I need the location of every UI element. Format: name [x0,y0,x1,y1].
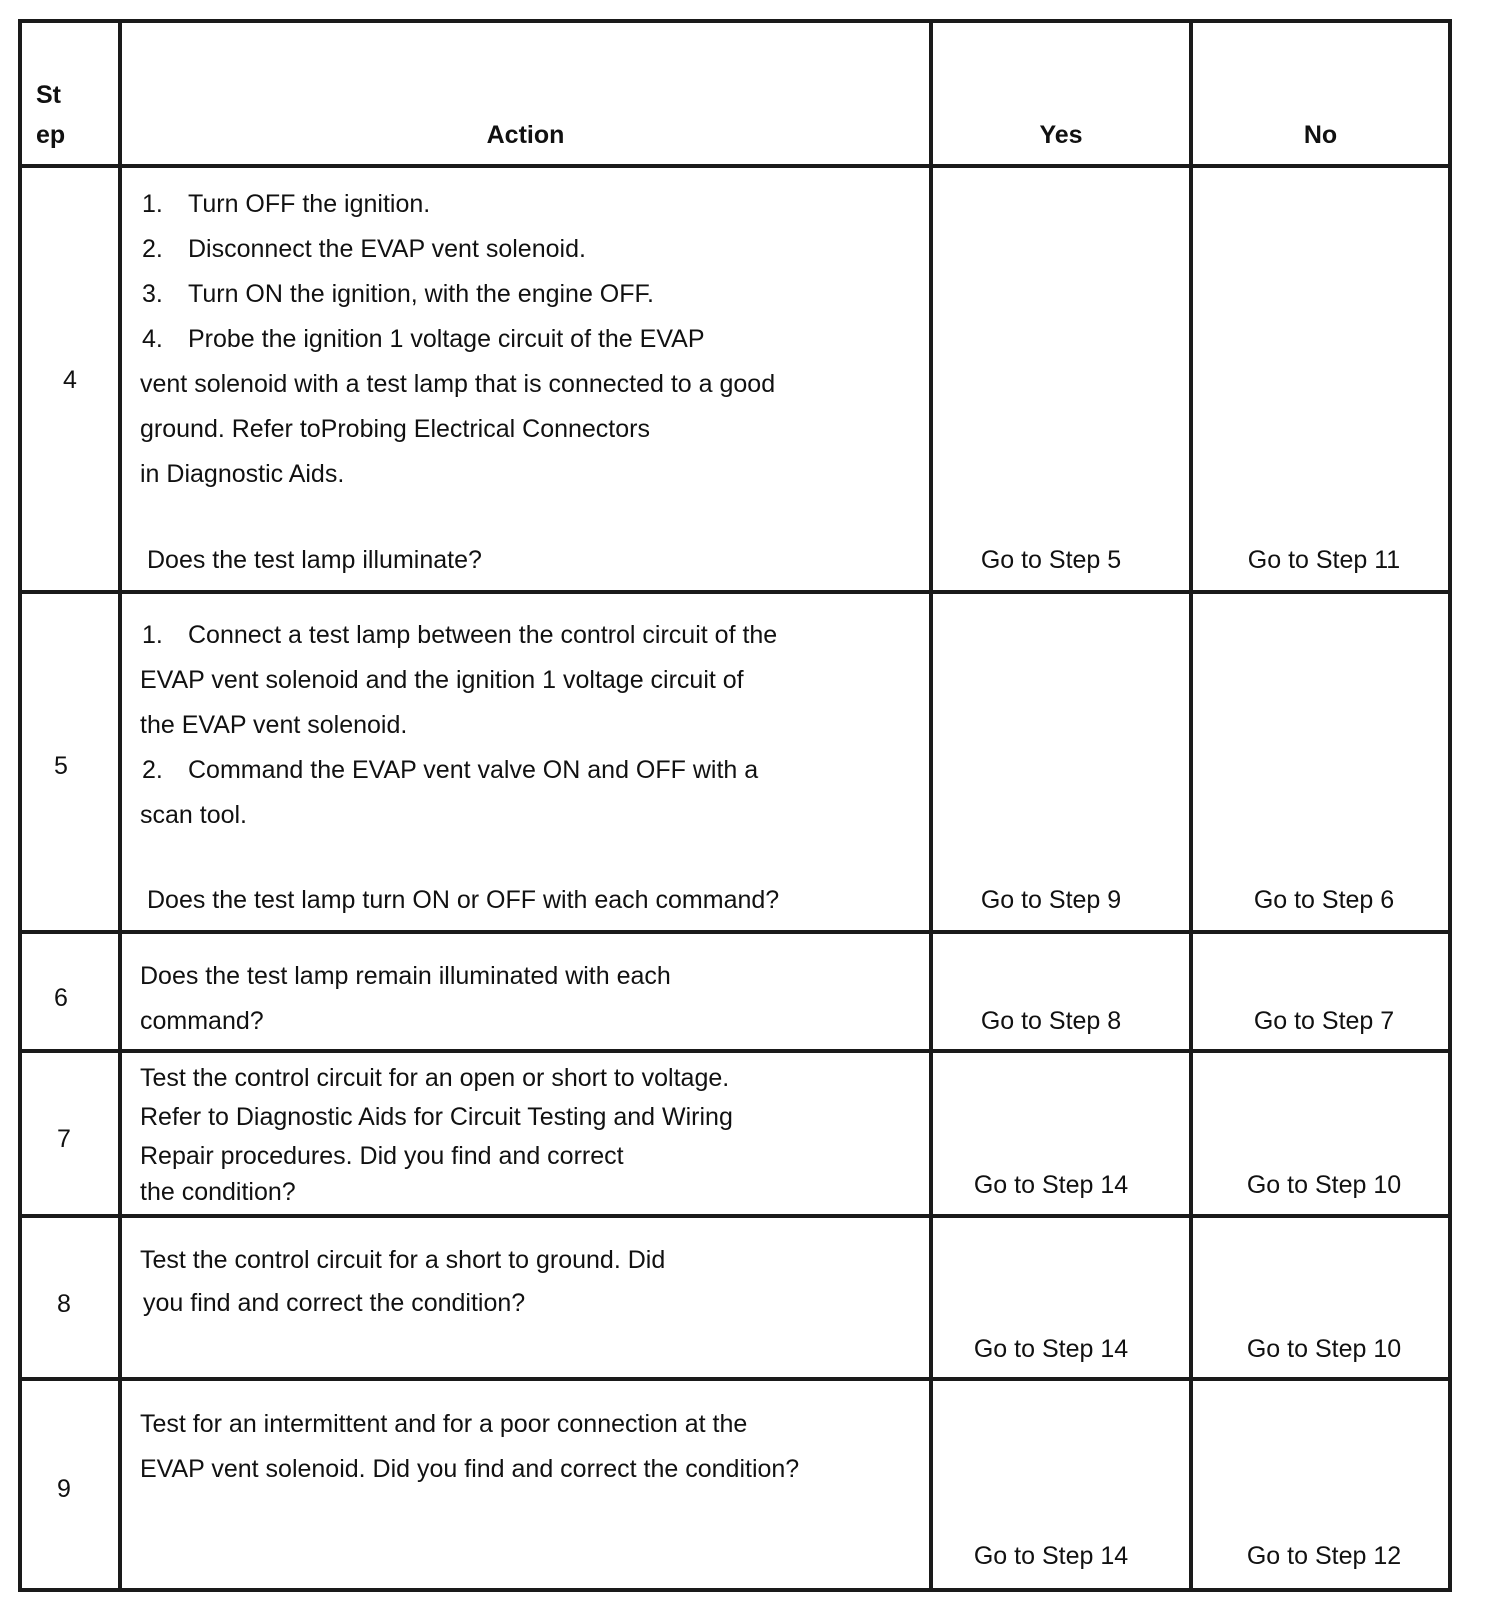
column-divider-step [118,20,122,1592]
action-line: EVAP vent solenoid. Did you find and correct the condition? [140,1455,800,1483]
table-border-left [18,20,22,1592]
action-line: 2. Disconnect the EVAP vent solenoid. [142,235,586,263]
action-question: Does the test lamp illuminate? [147,546,482,574]
row-divider [18,1049,1452,1053]
action-line: ground. Refer toProbing Electrical Connectors [140,415,650,443]
row-divider [18,1214,1452,1218]
step-number: 6 [54,984,68,1012]
yes-result: Go to Step 14 [973,1542,1129,1570]
step-number: 4 [63,366,77,394]
action-line: Does the test lamp remain illuminated with each [140,962,671,990]
row-divider [18,930,1452,934]
no-result: Go to Step 7 [1253,1007,1395,1035]
action-line: vent solenoid with a test lamp that is connected to a good [140,370,776,398]
step-number: 9 [57,1475,71,1503]
no-result: Go to Step 11 [1247,546,1401,574]
table-border-top [18,19,1452,23]
action-line: Test the control circuit for an open or short to voltage. [140,1064,730,1092]
action-line: you find and correct the condition? [143,1289,526,1317]
action-line: 4. Probe the ignition 1 voltage circuit of the EVAP [142,325,705,353]
no-result: Go to Step 12 [1246,1542,1402,1570]
action-line: the EVAP vent solenoid. [140,711,408,739]
yes-result: Go to Step 8 [980,1007,1122,1035]
action-line: the condition? [140,1178,296,1206]
action-line: command? [140,1007,264,1035]
yes-result: Go to Step 5 [980,546,1122,574]
yes-result: Go to Step 14 [973,1335,1129,1363]
action-line: 1. Connect a test lamp between the control circuit of the [142,621,778,649]
action-line: 3. Turn ON the ignition, with the engine OFF. [142,280,654,308]
no-result: Go to Step 10 [1246,1335,1402,1363]
row-divider [18,1377,1452,1381]
action-line: scan tool. [140,801,248,829]
action-question: Does the test lamp turn ON or OFF with each command? [147,886,780,914]
step-number: 8 [57,1290,71,1318]
action-line: Test for an intermittent and for a poor connection at the [140,1410,748,1438]
step-number: 5 [54,752,68,780]
header-action: Action [486,121,565,149]
header-yes: Yes [1039,121,1083,149]
header-divider [18,164,1452,168]
no-result: Go to Step 6 [1253,886,1395,914]
header-step-line2: ep [36,121,66,149]
step-number: 7 [57,1125,71,1153]
yes-result: Go to Step 14 [973,1171,1129,1199]
action-line: 2. Command the EVAP vent valve ON and OFF with a [142,756,759,784]
no-result: Go to Step 10 [1246,1171,1402,1199]
action-line: 1. Turn OFF the ignition. [142,190,431,218]
yes-result: Go to Step 9 [980,886,1122,914]
action-line: Test the control circuit for a short to ground. Did [140,1246,666,1274]
action-line: EVAP vent solenoid and the ignition 1 voltage circuit of [140,666,744,694]
row-divider [18,590,1452,594]
action-line: in Diagnostic Aids. [140,460,345,488]
action-line: Refer to Diagnostic Aids for Circuit Testing and Wiring [140,1103,733,1131]
action-line: Repair procedures. Did you find and correct [140,1142,624,1170]
table-border-bottom [18,1588,1452,1592]
header-no: No [1303,121,1338,149]
header-step-line1: St [36,81,61,109]
